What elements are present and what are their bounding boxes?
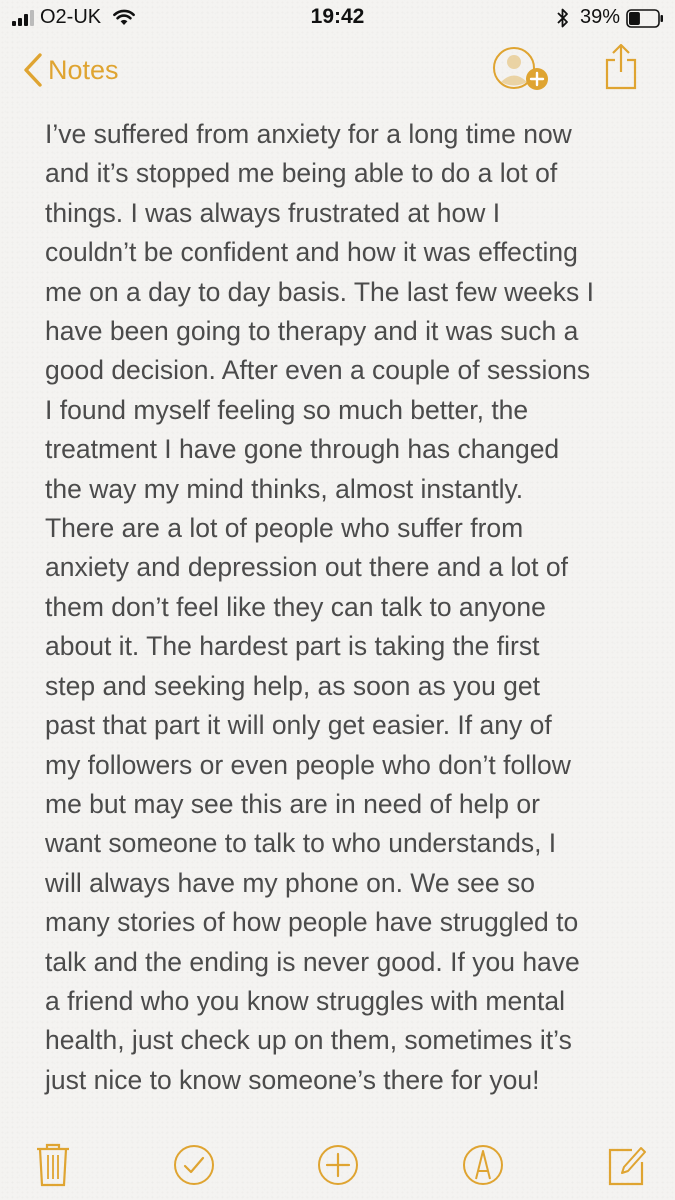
checklist-icon[interactable] bbox=[172, 1141, 216, 1187]
note-line: anxiety and depression out there and a lot of bbox=[45, 552, 568, 583]
note-line: just nice to know someone’s there for you! bbox=[45, 1064, 540, 1095]
note-line: I found myself feeling so much better, the bbox=[45, 394, 529, 425]
navigation-bar bbox=[0, 36, 675, 106]
battery-level-fill bbox=[629, 12, 640, 25]
note-line: a friend who you know struggles with mental bbox=[45, 985, 565, 1016]
bluetooth-icon bbox=[556, 7, 570, 29]
note-line: want someone to talk to who understands, I bbox=[45, 828, 557, 859]
trash-icon[interactable] bbox=[31, 1141, 75, 1187]
markup-pen-icon[interactable] bbox=[461, 1141, 505, 1187]
compose-icon[interactable] bbox=[604, 1141, 648, 1187]
note-line: me on a day to day basis. The last few weeks I bbox=[45, 276, 594, 307]
note-line: and it’s stopped me being able to do a lot of bbox=[45, 158, 558, 189]
note-line: talk and the ending is never good. If you have bbox=[45, 946, 580, 977]
battery-icon bbox=[626, 9, 664, 28]
carrier-name: O2-UK bbox=[40, 6, 102, 28]
note-line: the way my mind thinks, almost instantly. bbox=[45, 473, 524, 504]
note-line: health, just check up on them, sometimes it’s bbox=[45, 1025, 572, 1056]
back-button[interactable] bbox=[22, 50, 119, 90]
bottom-toolbar bbox=[0, 1135, 675, 1200]
note-body[interactable] bbox=[45, 115, 645, 1100]
note-line: them don’t feel like they can talk to anyone bbox=[45, 591, 546, 622]
note-line: There are a lot of people who suffer from bbox=[45, 513, 524, 544]
note-line: will always have my phone on. We see so bbox=[45, 867, 536, 898]
note-line: treatment I have gone through has changed bbox=[45, 434, 560, 465]
note-line: my followers or even people who don’t follow bbox=[45, 749, 571, 780]
back-button-label: Notes bbox=[48, 54, 119, 85]
note-line: past that part it will only get easier. If any of bbox=[45, 710, 552, 741]
note-line: couldn’t be confident and how it was effecting bbox=[45, 237, 578, 268]
add-person-icon[interactable] bbox=[492, 44, 552, 94]
battery-percent: 39% bbox=[580, 6, 621, 28]
chevron-left-icon bbox=[22, 52, 44, 88]
note-line: things. I was always frustrated at how I bbox=[45, 197, 501, 228]
note-line: many stories of how people have struggled to bbox=[45, 907, 579, 938]
note-line: I’ve suffered from anxiety for a long time now bbox=[45, 119, 572, 149]
status-bar bbox=[0, 0, 675, 36]
status-time: 19:42 bbox=[310, 5, 365, 28]
plus-circle-icon[interactable] bbox=[316, 1141, 360, 1187]
note-line: about it. The hardest part is taking the first bbox=[45, 631, 540, 662]
note-line: step and seeking help, as soon as you get bbox=[45, 670, 541, 701]
note-line: good decision. After even a couple of sessions bbox=[45, 355, 591, 386]
share-icon[interactable] bbox=[603, 42, 639, 92]
note-line: have been going to therapy and it was such a bbox=[45, 316, 579, 347]
note-line: me but may see this are in need of help or bbox=[45, 788, 540, 819]
